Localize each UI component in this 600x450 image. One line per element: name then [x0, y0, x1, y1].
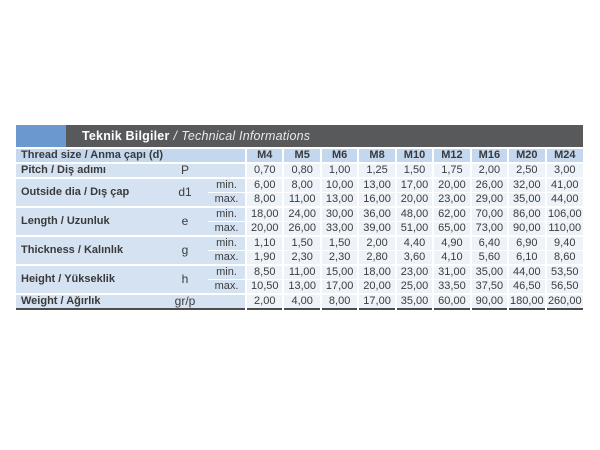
- row-label: Weight / Ağırlık: [16, 294, 162, 309]
- value-cell: 53,50: [546, 265, 583, 280]
- value-cell: 1,50: [283, 236, 320, 251]
- value-cell: 17,00: [396, 178, 433, 193]
- row-symbol: h: [162, 265, 208, 294]
- value-cell: 39,00: [358, 222, 395, 237]
- value-cell: 44,00: [508, 265, 545, 280]
- value-cell: 5,60: [471, 251, 508, 266]
- value-cell: 44,00: [546, 193, 583, 208]
- value-cell: 106,00: [546, 207, 583, 222]
- value-cell: 0,80: [283, 163, 320, 178]
- value-cell: 1,25: [358, 163, 395, 178]
- value-cell: 11,00: [283, 265, 320, 280]
- max-label: max.: [208, 222, 246, 237]
- value-cell: 8,50: [246, 265, 283, 280]
- value-cell: 17,00: [358, 294, 395, 309]
- min-label: min.: [208, 236, 246, 251]
- row-symbol: gr/p: [162, 294, 208, 309]
- value-cell: 26,00: [471, 178, 508, 193]
- value-cell: 3,00: [546, 163, 583, 178]
- value-cell: 33,50: [433, 280, 470, 295]
- value-cell: 17,00: [321, 280, 358, 295]
- value-cell: 35,00: [471, 265, 508, 280]
- thread-size-header: Thread size / Anma çapı (d): [16, 149, 246, 163]
- row-symbol: e: [162, 207, 208, 236]
- title-separator: /: [173, 129, 178, 143]
- column-header-m5: M5: [283, 149, 320, 163]
- value-cell: 15,00: [321, 265, 358, 280]
- value-cell: 60,00: [433, 294, 470, 309]
- value-cell: 2,50: [508, 163, 545, 178]
- value-cell: 37,50: [471, 280, 508, 295]
- value-cell: 24,00: [283, 207, 320, 222]
- value-cell: 9,40: [546, 236, 583, 251]
- value-cell: 25,00: [396, 280, 433, 295]
- max-label: max.: [208, 193, 246, 208]
- row-label: Length / Uzunluk: [16, 207, 162, 236]
- row-thickness-min: [16, 236, 583, 251]
- min-label: min.: [208, 178, 246, 193]
- column-header-m20: M20: [508, 149, 545, 163]
- value-cell: 1,10: [246, 236, 283, 251]
- title-bar-background: [66, 125, 583, 147]
- value-cell: 41,00: [546, 178, 583, 193]
- table-header-row: [16, 149, 583, 163]
- value-cell: 110,00: [546, 222, 583, 237]
- column-header-m24: M24: [546, 149, 583, 163]
- min-label: min.: [208, 265, 246, 280]
- row-pitch: [16, 163, 583, 178]
- row-outside-dia-min: [16, 178, 583, 193]
- value-cell: 56,50: [546, 280, 583, 295]
- value-cell: 20,00: [396, 193, 433, 208]
- value-cell: 180,00: [509, 295, 544, 307]
- value-cell: 4,90: [433, 236, 470, 251]
- row-label: Height / Yükseklik: [16, 265, 162, 294]
- value-cell: 2,30: [321, 251, 358, 266]
- value-cell: 8,00: [246, 193, 283, 208]
- value-cell: 1,50: [396, 163, 433, 178]
- column-header-m4: M4: [246, 149, 283, 163]
- value-cell: 35,00: [396, 294, 433, 309]
- row-label: Pitch / Diş adımı: [16, 163, 162, 178]
- column-header-m10: M10: [396, 149, 433, 163]
- value-cell: 16,00: [358, 193, 395, 208]
- value-cell: 8,00: [321, 294, 358, 309]
- value-cell: 1,75: [433, 163, 470, 178]
- value-cell: 29,00: [471, 193, 508, 208]
- minmax-cell: [208, 163, 246, 178]
- value-cell: 90,00: [471, 294, 508, 309]
- value-cell: 10,50: [246, 280, 283, 295]
- value-cell: 23,00: [396, 265, 433, 280]
- row-symbol: P: [162, 163, 208, 178]
- value-cell: 6,90: [508, 236, 545, 251]
- value-cell: 20,00: [246, 222, 283, 237]
- value-cell: 65,00: [433, 222, 470, 237]
- value-cell: 13,00: [358, 178, 395, 193]
- value-cell: 73,00: [471, 222, 508, 237]
- row-label: Thickness / Kalınlık: [16, 236, 162, 265]
- value-cell: 18,00: [358, 265, 395, 280]
- value-cell: 13,00: [321, 193, 358, 208]
- value-cell: 2,80: [358, 251, 395, 266]
- value-cell: 6,10: [508, 251, 545, 266]
- value-cell: 23,00: [433, 193, 470, 208]
- title-english: Technical Informations: [181, 129, 311, 143]
- column-header-m16: M16: [471, 149, 508, 163]
- row-weight: [16, 294, 583, 309]
- value-cell: 2,00: [246, 294, 283, 309]
- column-header-m8: M8: [358, 149, 395, 163]
- value-cell: 35,00: [508, 193, 545, 208]
- value-cell: 51,00: [396, 222, 433, 237]
- value-cell: 2,00: [358, 236, 395, 251]
- value-cell: 8,00: [283, 178, 320, 193]
- spec-table: [16, 149, 583, 310]
- accent-box: [16, 125, 66, 147]
- value-cell: 26,00: [283, 222, 320, 237]
- value-cell: 31,00: [433, 265, 470, 280]
- value-cell: 4,10: [433, 251, 470, 266]
- value-cell: 11,00: [283, 193, 320, 208]
- value-cell: 86,00: [508, 207, 545, 222]
- value-cell: 6,40: [471, 236, 508, 251]
- value-cell: 4,00: [283, 294, 320, 309]
- row-height-min: [16, 265, 583, 280]
- value-cell: 8,60: [546, 251, 583, 266]
- value-cell: 13,00: [283, 280, 320, 295]
- value-cell: 3,60: [396, 251, 433, 266]
- value-cell: 1,50: [321, 236, 358, 251]
- value-cell: 30,00: [321, 207, 358, 222]
- row-symbol: g: [162, 236, 208, 265]
- value-cell: 18,00: [246, 207, 283, 222]
- value-cell: 48,00: [396, 207, 433, 222]
- value-cell: 1,90: [246, 251, 283, 266]
- title-turkish: Teknik Bilgiler: [82, 129, 170, 143]
- value-cell: 0,70: [246, 163, 283, 178]
- row-symbol: d1: [162, 178, 208, 207]
- max-label: max.: [208, 280, 246, 295]
- row-length-min: [16, 207, 583, 222]
- value-cell: 33,00: [321, 222, 358, 237]
- title-bar: [16, 125, 583, 147]
- value-cell: 46,50: [508, 280, 545, 295]
- value-cell: 90,00: [508, 222, 545, 237]
- value-cell: 10,00: [321, 178, 358, 193]
- row-label: Outside dia / Dış çap: [16, 178, 162, 207]
- value-cell: 62,00: [433, 207, 470, 222]
- value-cell: 1,00: [321, 163, 358, 178]
- value-cell: 6,00: [246, 178, 283, 193]
- min-label: min.: [208, 207, 246, 222]
- value-cell: 70,00: [471, 207, 508, 222]
- value-cell: 260,00: [546, 294, 583, 309]
- column-header-m6: M6: [321, 149, 358, 163]
- minmax-cell: [208, 294, 246, 309]
- value-cell: 2,00: [471, 163, 508, 178]
- value-cell: 20,00: [433, 178, 470, 193]
- value-cell: 36,00: [358, 207, 395, 222]
- technical-info-panel: [16, 125, 583, 310]
- max-label: max.: [208, 251, 246, 266]
- value-cell: 4,40: [396, 236, 433, 251]
- value-cell: 32,00: [508, 178, 545, 193]
- column-header-m12: M12: [433, 149, 470, 163]
- value-cell: 2,30: [283, 251, 320, 266]
- value-cell: 20,00: [358, 280, 395, 295]
